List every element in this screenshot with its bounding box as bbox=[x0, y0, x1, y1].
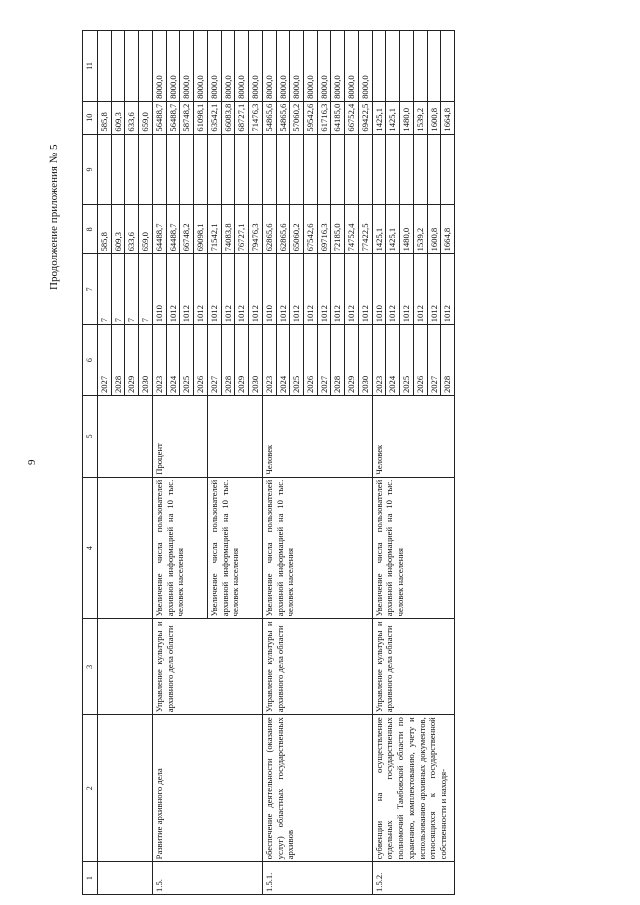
value-cell-c9 bbox=[290, 134, 304, 205]
value-cell-c11: 8000,0 bbox=[194, 31, 208, 102]
value-cell-c9 bbox=[166, 134, 180, 205]
value-cell-c7: 7 bbox=[111, 254, 125, 325]
value-cell-c6: 2029 bbox=[125, 325, 139, 396]
value-cell-c8: 74752,4 bbox=[345, 205, 359, 254]
value-cell-c6: 2029 bbox=[235, 325, 249, 396]
value-cell-c7: 1012 bbox=[331, 254, 345, 325]
value-cell-c6: 2029 bbox=[345, 325, 359, 396]
value-cell-c8: 66748,2 bbox=[180, 205, 194, 254]
column-number: 9 bbox=[83, 134, 98, 205]
value-cell-c9 bbox=[441, 134, 455, 205]
table-row bbox=[98, 31, 112, 895]
value-cell-c9 bbox=[125, 134, 139, 205]
value-cell-c11 bbox=[98, 31, 112, 102]
value-cell-c7: 7 bbox=[98, 254, 112, 325]
value-cell-c9 bbox=[139, 134, 153, 205]
indicator-unit: Человек bbox=[262, 396, 372, 478]
value-cell-c8: 1600,8 bbox=[427, 205, 441, 254]
value-cell-c10: 54865,6 bbox=[276, 101, 290, 134]
value-cell-c6: 2030 bbox=[358, 325, 372, 396]
value-cell-c8: 74083,8 bbox=[221, 205, 235, 254]
value-cell-c9 bbox=[194, 134, 208, 205]
section-name: обеспечение деятельности (оказание услуг) областных государственных архивов bbox=[262, 715, 372, 862]
value-cell-c9 bbox=[317, 134, 331, 205]
value-cell-c9 bbox=[262, 134, 276, 205]
value-cell-c6: 2027 bbox=[317, 325, 331, 396]
value-cell-c11: 8000,0 bbox=[358, 31, 372, 102]
value-cell-c9 bbox=[413, 134, 427, 205]
value-cell-c11: 8000,0 bbox=[262, 31, 276, 102]
table-row bbox=[262, 31, 276, 895]
value-cell-c10: 61716,3 bbox=[317, 101, 331, 134]
value-cell-c8: 72185,0 bbox=[331, 205, 345, 254]
value-cell-c11: 8000,0 bbox=[290, 31, 304, 102]
value-cell-c7: 1010 bbox=[262, 254, 276, 325]
column-number: 2 bbox=[83, 715, 98, 862]
table-row bbox=[372, 31, 386, 895]
value-cell-c6: 2027 bbox=[427, 325, 441, 396]
value-cell-c9 bbox=[152, 134, 166, 205]
value-cell-c7: 1012 bbox=[441, 254, 455, 325]
value-cell-c8: 64488,7 bbox=[152, 205, 166, 254]
value-cell-c8: 79476,3 bbox=[249, 205, 263, 254]
value-cell-c10: 1539,2 bbox=[413, 101, 427, 134]
value-cell-c8: 585,8 bbox=[98, 205, 112, 254]
value-cell-c9 bbox=[358, 134, 372, 205]
value-cell-c10: 54865,6 bbox=[262, 101, 276, 134]
value-cell-c9 bbox=[180, 134, 194, 205]
value-cell-c6: 2028 bbox=[331, 325, 345, 396]
value-cell-c10: 585,8 bbox=[98, 101, 112, 134]
column-number: 1 bbox=[83, 862, 98, 895]
indicator-text: Увеличение числа пользователей архивной информацией на 10 тыс. человек населения bbox=[152, 477, 207, 619]
table-row bbox=[152, 31, 166, 895]
value-cell-c7: 1012 bbox=[221, 254, 235, 325]
appendix-header: Продолжение приложения № 5 bbox=[48, 144, 60, 290]
value-cell-c6: 2025 bbox=[400, 325, 414, 396]
column-number: 8 bbox=[83, 205, 98, 254]
value-cell-c10: 66752,4 bbox=[345, 101, 359, 134]
value-cell-c11: 8000,0 bbox=[331, 31, 345, 102]
value-cell-c10: 64185,0 bbox=[331, 101, 345, 134]
value-cell-c10: 609,3 bbox=[111, 101, 125, 134]
value-cell-c9 bbox=[386, 134, 400, 205]
value-cell-c8: 1425,1 bbox=[386, 205, 400, 254]
value-cell-c8: 659,0 bbox=[139, 205, 153, 254]
value-cell-c10: 1664,8 bbox=[441, 101, 455, 134]
value-cell-c10: 56488,7 bbox=[166, 101, 180, 134]
value-cell-c6: 2023 bbox=[372, 325, 386, 396]
value-cell-c10: 56488,7 bbox=[152, 101, 166, 134]
indicator-cell bbox=[98, 477, 153, 619]
value-cell-c10: 58748,2 bbox=[180, 101, 194, 134]
value-cell-c9 bbox=[427, 134, 441, 205]
value-cell-c11 bbox=[386, 31, 400, 102]
value-cell-c9 bbox=[111, 134, 125, 205]
value-cell-c8: 71542,1 bbox=[207, 205, 221, 254]
value-cell-c8: 69716,3 bbox=[317, 205, 331, 254]
value-cell-c11: 8000,0 bbox=[221, 31, 235, 102]
value-cell-c10: 63542,1 bbox=[207, 101, 221, 134]
value-cell-c10: 57060,2 bbox=[290, 101, 304, 134]
executor-cell bbox=[98, 619, 153, 715]
value-cell-c8: 62865,6 bbox=[276, 205, 290, 254]
value-cell-c10: 1425,1 bbox=[372, 101, 386, 134]
section-name: Развитие архивного дела bbox=[152, 715, 262, 862]
value-cell-c11 bbox=[372, 31, 386, 102]
value-cell-c9 bbox=[372, 134, 386, 205]
value-cell-c6: 2027 bbox=[207, 325, 221, 396]
column-number-row bbox=[83, 31, 98, 895]
value-cell-c10: 68727,1 bbox=[235, 101, 249, 134]
value-cell-c6: 2023 bbox=[152, 325, 166, 396]
value-cell-c11 bbox=[441, 31, 455, 102]
value-cell-c11 bbox=[400, 31, 414, 102]
column-number: 6 bbox=[83, 325, 98, 396]
value-cell-c7: 1012 bbox=[317, 254, 331, 325]
value-cell-c10: 659,0 bbox=[139, 101, 153, 134]
value-cell-c9 bbox=[331, 134, 345, 205]
value-cell-c8: 1664,8 bbox=[441, 205, 455, 254]
value-cell-c9 bbox=[207, 134, 221, 205]
value-cell-c8: 609,3 bbox=[111, 205, 125, 254]
value-cell-c10: 59542,6 bbox=[304, 101, 318, 134]
table-body bbox=[83, 31, 455, 895]
value-cell-c10: 633,6 bbox=[125, 101, 139, 134]
value-cell-c7: 1012 bbox=[400, 254, 414, 325]
value-cell-c7: 1010 bbox=[372, 254, 386, 325]
value-cell-c11: 8000,0 bbox=[345, 31, 359, 102]
value-cell-c11: 8000,0 bbox=[276, 31, 290, 102]
value-cell-c10: 1425,1 bbox=[386, 101, 400, 134]
column-number: 3 bbox=[83, 619, 98, 715]
value-cell-c9 bbox=[400, 134, 414, 205]
value-cell-c6: 2025 bbox=[290, 325, 304, 396]
value-cell-c11 bbox=[427, 31, 441, 102]
value-cell-c6: 2030 bbox=[249, 325, 263, 396]
value-cell-c10: 71476,3 bbox=[249, 101, 263, 134]
value-cell-c8: 67542,6 bbox=[304, 205, 318, 254]
value-cell-c10: 66083,8 bbox=[221, 101, 235, 134]
budget-table bbox=[82, 30, 455, 895]
value-cell-c6: 2026 bbox=[194, 325, 208, 396]
value-cell-c11 bbox=[125, 31, 139, 102]
value-cell-c8: 633,6 bbox=[125, 205, 139, 254]
value-cell-c6: 2026 bbox=[413, 325, 427, 396]
value-cell-c6: 2023 bbox=[262, 325, 276, 396]
value-cell-c8: 64488,7 bbox=[166, 205, 180, 254]
value-cell-c7: 1012 bbox=[276, 254, 290, 325]
value-cell-c11 bbox=[111, 31, 125, 102]
value-cell-c8: 1480,0 bbox=[400, 205, 414, 254]
value-cell-c7: 1012 bbox=[194, 254, 208, 325]
value-cell-c9 bbox=[249, 134, 263, 205]
value-cell-c8: 69098,1 bbox=[194, 205, 208, 254]
value-cell-c9 bbox=[345, 134, 359, 205]
value-cell-c6: 2030 bbox=[139, 325, 153, 396]
value-cell-c7: 1012 bbox=[207, 254, 221, 325]
value-cell-c7: 1012 bbox=[235, 254, 249, 325]
value-cell-c11: 8000,0 bbox=[207, 31, 221, 102]
value-cell-c9 bbox=[235, 134, 249, 205]
indicator-unit: Процент bbox=[152, 396, 207, 478]
value-cell-c9 bbox=[98, 134, 112, 205]
indicator-unit: Человек bbox=[372, 396, 454, 478]
section-executor: Управление культуры и архивного дела области bbox=[152, 619, 262, 715]
section-executor: Управление культуры и архивного дела области bbox=[262, 619, 372, 715]
column-number: 11 bbox=[83, 31, 98, 102]
value-cell-c6: 2024 bbox=[386, 325, 400, 396]
page-number: 9 bbox=[26, 459, 38, 465]
indicator-text: Увеличение числа пользователей архивной информацией на 10 тыс. человек населения bbox=[207, 477, 262, 619]
value-cell-c7: 1012 bbox=[427, 254, 441, 325]
id-cell bbox=[98, 862, 153, 895]
value-cell-c6: 2025 bbox=[180, 325, 194, 396]
value-cell-c7: 1012 bbox=[249, 254, 263, 325]
value-cell-c10: 61098,1 bbox=[194, 101, 208, 134]
value-cell-c7: 1012 bbox=[358, 254, 372, 325]
value-cell-c7: 7 bbox=[139, 254, 153, 325]
unit-cell bbox=[98, 396, 153, 478]
indicator-text: Увеличение числа пользователей архивной информацией на 10 тыс. человек населения bbox=[262, 477, 372, 619]
value-cell-c10: 69422,5 bbox=[358, 101, 372, 134]
indicator-unit bbox=[207, 396, 262, 478]
value-cell-c8: 77422,5 bbox=[358, 205, 372, 254]
value-cell-c8: 1539,2 bbox=[413, 205, 427, 254]
value-cell-c6: 2027 bbox=[98, 325, 112, 396]
value-cell-c6: 2028 bbox=[221, 325, 235, 396]
section-executor: Управление культуры и архивного дела области bbox=[372, 619, 454, 715]
value-cell-c8: 76727,1 bbox=[235, 205, 249, 254]
value-cell-c6: 2028 bbox=[441, 325, 455, 396]
value-cell-c11: 8000,0 bbox=[249, 31, 263, 102]
value-cell-c8: 1425,1 bbox=[372, 205, 386, 254]
section-id: 1.5.1. bbox=[262, 862, 372, 895]
value-cell-c7: 1012 bbox=[304, 254, 318, 325]
value-cell-c7: 1010 bbox=[152, 254, 166, 325]
value-cell-c7: 1012 bbox=[345, 254, 359, 325]
section-name: субвенции на осуществление отдельных государственных полномочий Тамбовской области по хранению, комплектованию, учету и использованию архивных документов, относящихся к государственной собственности и находя- bbox=[372, 715, 454, 862]
column-number: 5 bbox=[83, 396, 98, 478]
value-cell-c6: 2024 bbox=[166, 325, 180, 396]
value-cell-c9 bbox=[276, 134, 290, 205]
value-cell-c7: 1012 bbox=[386, 254, 400, 325]
column-number: 7 bbox=[83, 254, 98, 325]
value-cell-c7: 7 bbox=[125, 254, 139, 325]
value-cell-c7: 1012 bbox=[180, 254, 194, 325]
value-cell-c11: 8000,0 bbox=[317, 31, 331, 102]
value-cell-c10: 1480,0 bbox=[400, 101, 414, 134]
value-cell-c11: 8000,0 bbox=[304, 31, 318, 102]
value-cell-c11: 8000,0 bbox=[152, 31, 166, 102]
value-cell-c11 bbox=[139, 31, 153, 102]
column-number: 4 bbox=[83, 477, 98, 619]
value-cell-c7: 1012 bbox=[166, 254, 180, 325]
value-cell-c6: 2028 bbox=[111, 325, 125, 396]
section-id: 1.5. bbox=[152, 862, 262, 895]
value-cell-c7: 1012 bbox=[290, 254, 304, 325]
value-cell-c11: 8000,0 bbox=[235, 31, 249, 102]
column-number: 10 bbox=[83, 101, 98, 134]
value-cell-c7: 1012 bbox=[413, 254, 427, 325]
indicator-text: Увеличение числа пользователей архивной информацией на 10 тыс. человек населения bbox=[372, 477, 454, 619]
name-cell bbox=[98, 715, 153, 862]
value-cell-c9 bbox=[304, 134, 318, 205]
section-id: 1.5.2. bbox=[372, 862, 454, 895]
value-cell-c6: 2024 bbox=[276, 325, 290, 396]
value-cell-c9 bbox=[221, 134, 235, 205]
value-cell-c11: 8000,0 bbox=[166, 31, 180, 102]
value-cell-c6: 2026 bbox=[304, 325, 318, 396]
value-cell-c11: 8000,0 bbox=[180, 31, 194, 102]
value-cell-c11 bbox=[413, 31, 427, 102]
value-cell-c10: 1600,8 bbox=[427, 101, 441, 134]
value-cell-c8: 65060,2 bbox=[290, 205, 304, 254]
value-cell-c8: 62865,6 bbox=[262, 205, 276, 254]
